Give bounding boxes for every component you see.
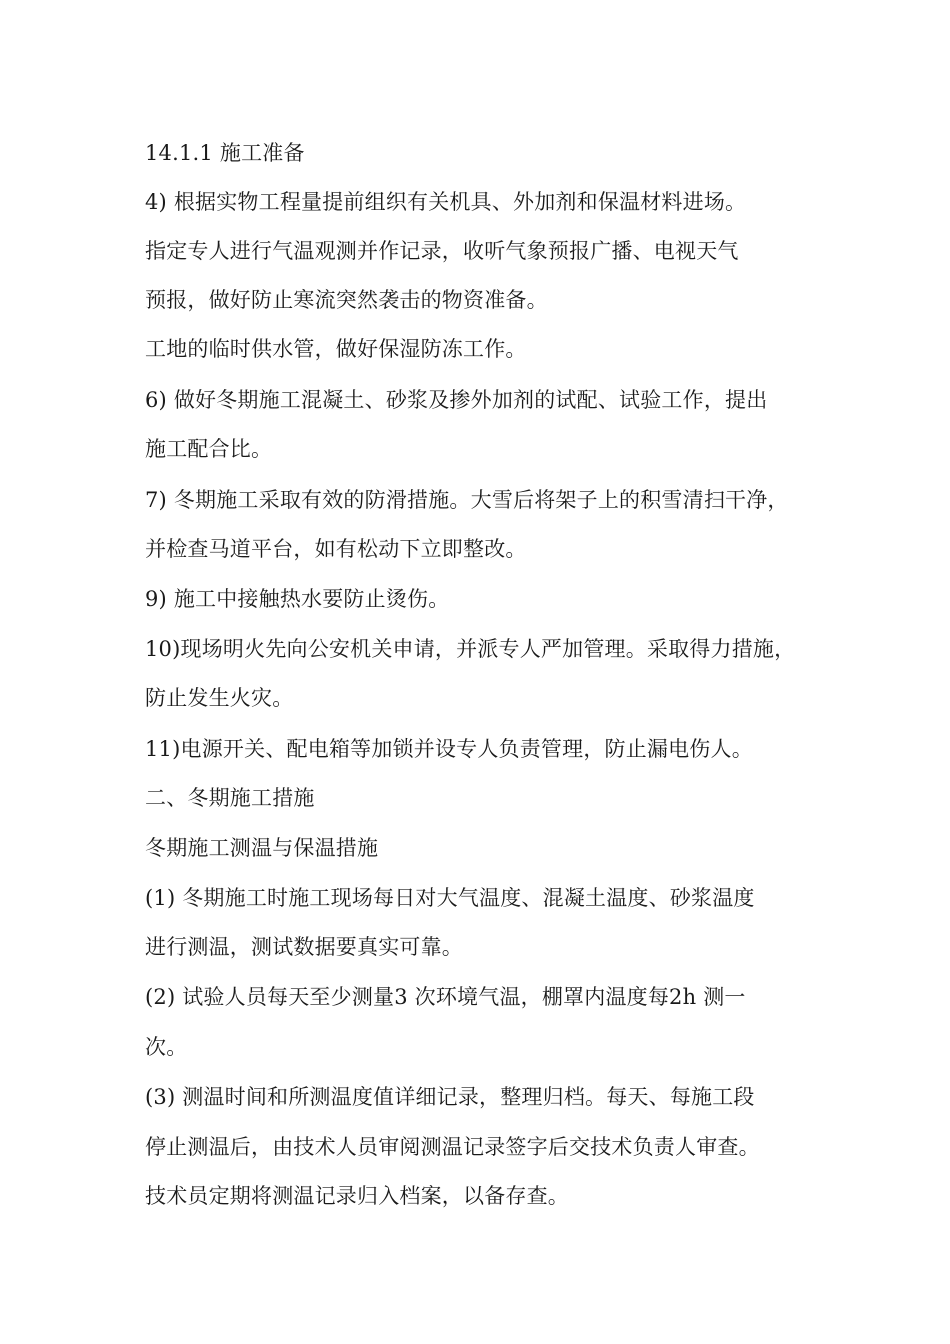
paragraph-line: 指定专人进行气温观测并作记录，收听气象预报广播、电视天气 — [145, 239, 739, 263]
subsection-heading: 冬期施工测温与保温措施 — [145, 836, 379, 860]
paragraph-line: (2) 试验人员每天至少测量3 次环境气温，棚罩内温度每2h 测一 — [145, 985, 746, 1009]
paragraph-line: (1) 冬期施工时施工现场每日对大气温度、混凝土温度、砂浆温度 — [145, 886, 755, 910]
section-heading: 二、冬期施工措施 — [145, 786, 315, 810]
paragraph-line: 预报，做好防止寒流突然袭击的物资准备。 — [145, 288, 548, 312]
paragraph-line: 工地的临时供水管，做好保湿防冻工作。 — [145, 337, 527, 361]
paragraph-line: 11)电源开关、配电箱等加锁并设专人负责管理，防止漏电伤人。 — [145, 737, 753, 761]
section-heading: 14.1.1 施工准备 — [145, 141, 305, 165]
paragraph-line: 10)现场明火先向公安机关申请，并派专人严加管理。采取得力措施， — [145, 637, 796, 661]
paragraph-line: 9) 施工中接触热水要防止烫伤。 — [145, 587, 450, 611]
paragraph-line: 防止发生火灾。 — [145, 686, 294, 710]
paragraph-line: 停止测温后，由技术人员审阅测温记录签字后交技术负责人审查。 — [145, 1135, 760, 1159]
paragraph-line: (3) 测温时间和所测温度值详细记录，整理归档。每天、每施工段 — [145, 1085, 755, 1109]
paragraph-line: 技术员定期将测温记录归入档案，以备存查。 — [145, 1184, 569, 1208]
paragraph-line: 进行测温，测试数据要真实可靠。 — [145, 935, 463, 959]
paragraph-line: 4) 根据实物工程量提前组织有关机具、外加剂和保温材料进场。 — [145, 190, 747, 214]
paragraph-line: 次。 — [145, 1035, 188, 1059]
paragraph-line: 并检查马道平台，如有松动下立即整改。 — [145, 537, 527, 561]
paragraph-line: 6) 做好冬期施工混凝土、砂浆及掺外加剂的试配、试验工作，提出 — [145, 388, 768, 412]
paragraph-line: 施工配合比。 — [145, 437, 273, 461]
paragraph-line: 7) 冬期施工采取有效的防滑措施。大雪后将架子上的积雪清扫干净， — [145, 488, 789, 512]
